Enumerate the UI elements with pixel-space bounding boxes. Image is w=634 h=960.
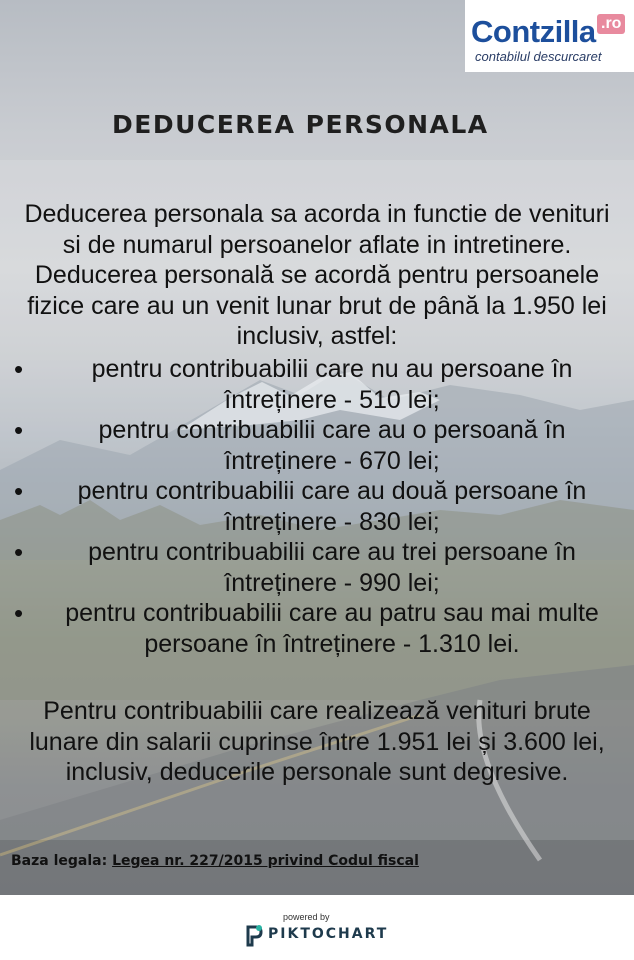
list-item: • pentru contribuabilii care au patru sau mai multe persoane în întreținere - 1.310 lei.	[0, 598, 634, 659]
list-item: • pentru contribuabilii care au două persoane în întreținere - 830 lei;	[0, 476, 634, 537]
outro-line: inclusiv, deducerile personale sunt degresive.	[65, 758, 569, 786]
logo-tagline: contabilul descurcaret	[475, 49, 602, 64]
intro-line: fizice care au un venit lunar brut de până la 1.950 lei	[27, 291, 607, 320]
list-item: • pentru contribuabilii care au o persoană în întreținere - 670 lei;	[0, 415, 634, 476]
legal-link[interactable]: Legea nr. 227/2015 privind Codul fiscal	[112, 853, 419, 869]
outro-line: Pentru contribuabilii care realizează venituri brute	[43, 697, 591, 725]
piktochart-logo-icon	[245, 925, 263, 947]
outro-line: lunare din salarii cuprinse între 1.951 lei și 3.600 lei,	[29, 727, 605, 756]
logo-brand: Contzilla	[471, 14, 596, 49]
list-item: • pentru contribuabilii care au trei persoane în întreținere - 990 lei;	[0, 537, 634, 598]
intro-line: Deducerea personala sa acorda in functie de venituri	[24, 200, 610, 228]
intro-line: si de numarul persoanelor aflate in intretinere.	[62, 230, 572, 259]
page-title: DEDUCEREA PERSONALA	[112, 110, 489, 139]
legal-label: Baza legala:	[11, 853, 108, 869]
piktochart-footer	[0, 895, 634, 960]
intro-line: inclusiv, astfel:	[236, 322, 398, 350]
logo-suffix: .ro	[597, 14, 625, 34]
deduction-list	[0, 354, 634, 659]
intro-line: Deducerea personală se acordă pentru persoanele	[34, 261, 600, 289]
intro-paragraph	[0, 199, 634, 352]
piktochart-brand[interactable]: PIKTOCHART	[268, 926, 389, 942]
legal-basis	[11, 853, 419, 869]
contzilla-logo[interactable]	[465, 0, 634, 72]
list-item: • pentru contribuabilii care nu au persoane în întreținere - 510 lei;	[0, 354, 634, 415]
powered-by-label: powered by	[283, 912, 330, 922]
outro-paragraph	[0, 696, 634, 788]
